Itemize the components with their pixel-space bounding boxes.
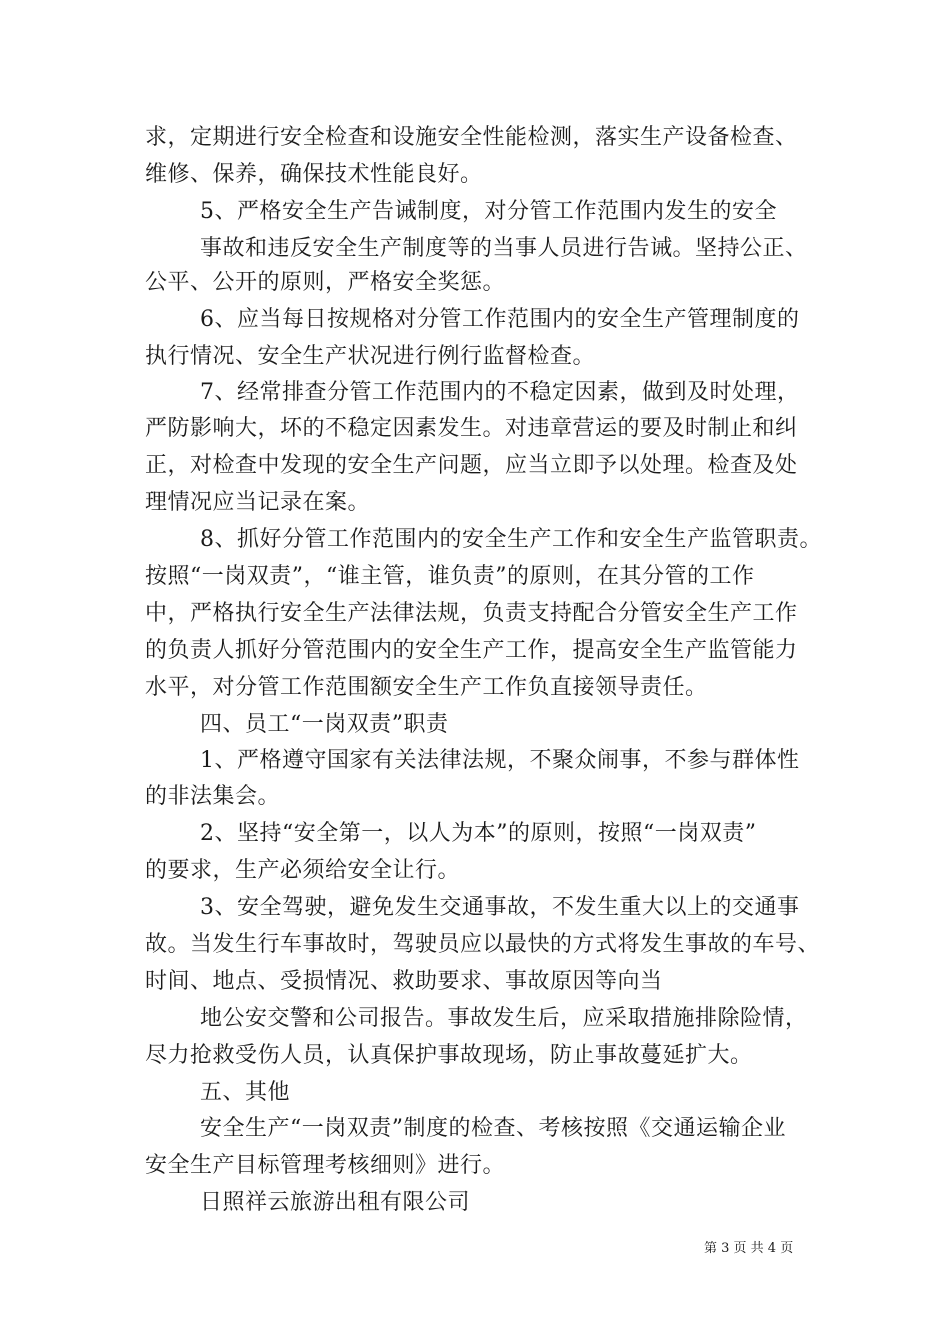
text-line: 严防影响大，坏的不稳定因素发生。对违章营运的要及时制止和纠 [145,416,798,441]
text-line: 的负责人抓好分管范围内的安全生产工作，提高安全生产监管能力 [145,638,798,663]
company-name: 日照祥云旅游出租有限公司 [200,1190,471,1215]
text-line: 安全生产目标管理考核细则》进行。 [145,1153,506,1178]
text-line: 的要求，生产必须给安全让行。 [145,858,461,883]
text-line: 8、抓好分管工作范围内的安全生产工作和安全生产监管职责。 [200,527,822,552]
text-line: 时间、地点、受损情况、救助要求、事故原因等向当 [145,969,663,994]
text-line: 正，对检查中发现的安全生产问题，应当立即予以处理。检查及处 [145,453,798,478]
text-line: 7、经常排查分管工作范围内的不稳定因素，做到及时处理， [200,380,800,405]
text-line: 公平、公开的原则，严格安全奖惩。 [145,270,506,295]
text-line: 维修、保养，确保技术性能良好。 [145,162,483,187]
text-line: 水平，对分管工作范围额安全生产工作负直接领导责任。 [145,675,708,700]
text-line: 中，严格执行安全生产法律法规，负责支持配合分管安全生产工作 [145,601,798,626]
text-line: 1、严格遵守国家有关法律法规，不聚众闹事，不参与群体性 [200,748,800,773]
text-line: 故。当发生行车事故时，驾驶员应以最快的方式将发生事故的车号、 [145,932,821,957]
page-indicator: 第 3 页 共 4 页 [704,1241,794,1256]
text-line: 事故和违反安全生产制度等的当事人员进行告诫。坚持公正、 [200,236,808,261]
text-line: 安全生产“一岗双责”制度的检查、考核按照《交通运输企业 [200,1116,786,1141]
text-line: 2、坚持“安全第一，以人为本”的原则，按照“一岗双责” [200,821,757,846]
text-line: 按照“一岗双责”，“谁主管，谁负责”的原则，在其分管的工作 [145,564,755,589]
text-line: 6、应当每日按规格对分管工作范围内的安全生产管理制度的 [200,307,800,332]
text-line: 理情况应当记录在案。 [145,490,371,515]
text-line: 5、严格安全生产告诫制度，对分管工作范围内发生的安全 [200,199,777,224]
section-heading: 五、其他 [200,1080,291,1105]
text-line: 执行情况、安全生产状况进行例行监督检查。 [145,344,596,369]
section-heading: 四、员工“一岗双责”职责 [200,712,449,737]
text-line: 地公安交警和公司报告。事故发生后，应采取措施排除险情， [200,1006,808,1031]
text-line: 3、安全驾驶，避免发生交通事故，不发生重大以上的交通事 [200,895,800,920]
text-line: 的非法集会。 [145,784,281,809]
text-line: 尽力抢救受伤人员，认真保护事故现场，防止事故蔓延扩大。 [145,1043,753,1068]
text-line: 求，定期进行安全检查和设施安全性能检测，落实生产设备检查、 [145,125,798,150]
